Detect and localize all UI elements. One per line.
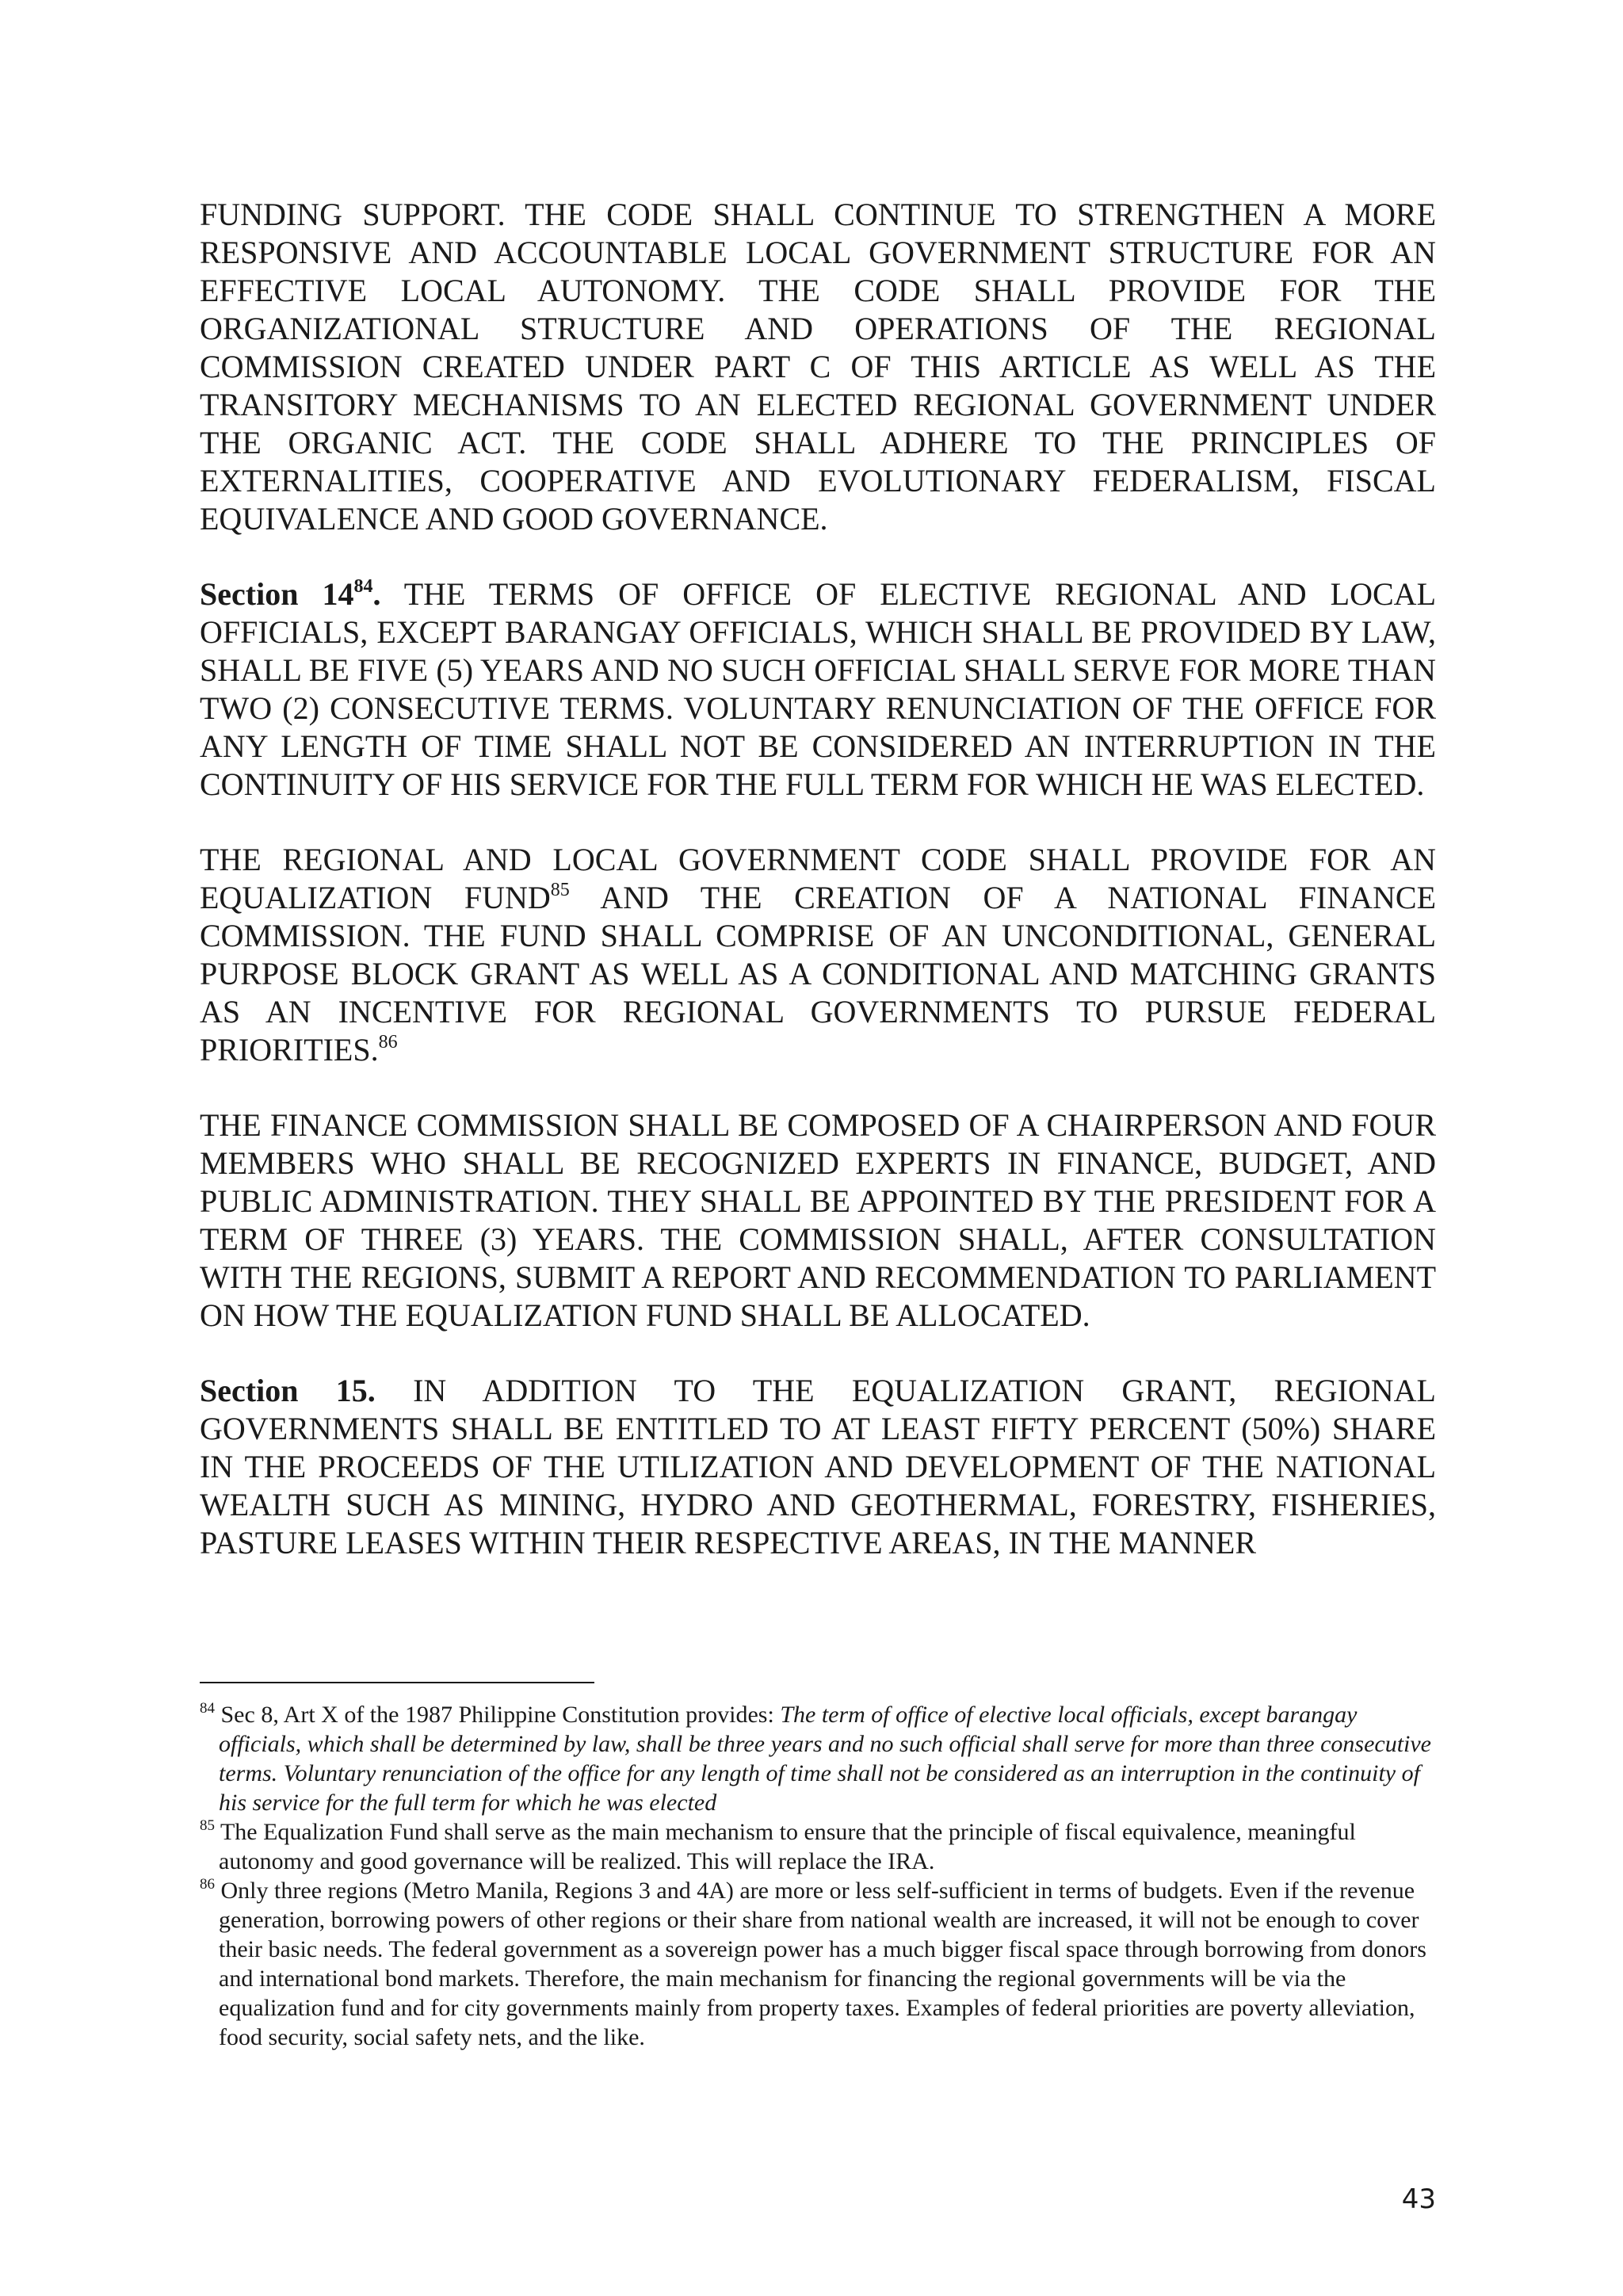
equalization-text-a: THE REGIONAL AND LOCAL GOVERNMENT CODE SHALL PROVIDE FOR AN EQUALIZATION FUND bbox=[200, 842, 1436, 915]
section-15-text: IN ADDITION TO THE EQUALIZATION GRANT, REGIONAL GOVERNMENTS SHALL BE ENTITLED TO AT LEAST FIFTY PERCENT (50%) SHARE IN THE PROCEEDS OF THE UTILIZATION AND DEVELOPMENT OF THE NATIONAL WEALTH SUCH AS MINING, HYDRO AND GEOTHERMAL, FORESTRY, FISHERIES, PASTURE LEASES WITHIN THEIR RESPECTIVE AREAS, IN THE MANNER bbox=[200, 1373, 1436, 1561]
paragraph-section-15 bbox=[200, 1372, 1436, 1562]
section-15-label: Section 15. bbox=[200, 1373, 376, 1408]
footnote-ref-85[interactable]: 85 bbox=[550, 880, 570, 900]
footnote-85 bbox=[200, 1817, 1436, 1876]
paragraph-funding-support: FUNDING SUPPORT. THE CODE SHALL CONTINUE TO STRENGTHEN A MORE RESPONSIVE AND ACCOUNTABLE LOCAL GOVERNMENT STRUCTURE FOR AN EFFECTIVE LOCAL AUTONOMY. THE CODE SHALL PROVIDE FOR THE ORGANIZATIONAL STRUCTURE AND OPERATIONS OF THE REGIONAL COMMISSION CREATED UNDER PART C OF THIS ARTICLE AS WELL AS THE TRANSITORY MECHANISMS TO AN ELECTED REGIONAL GOVERNMENT UNDER THE ORGANIC ACT. THE CODE SHALL ADHERE TO THE PRINCIPLES OF EXTERNALITIES, COOPERATIVE AND EVOLUTIONARY FEDERALISM, FISCAL EQUIVALENCE AND GOOD GOVERNANCE. bbox=[200, 197, 1436, 537]
paragraph-equalization-fund bbox=[200, 841, 1436, 1069]
footnote-ref-86[interactable]: 86 bbox=[378, 1032, 398, 1052]
footnote-86-number: 86 bbox=[200, 1876, 215, 1893]
page-number: 43 bbox=[1401, 2183, 1436, 2215]
footnote-divider bbox=[200, 1682, 594, 1683]
page-body bbox=[200, 196, 1436, 1562]
section-14-text: THE TERMS OF OFFICE OF ELECTIVE REGIONAL AND LOCAL OFFICIALS, EXCEPT BARANGAY OFFICIALS, WHICH SHALL BE PROVIDED BY LAW, SHALL BE FIVE (5) YEARS AND NO SUCH OFFICIAL SHALL SERVE FOR MORE THAN TWO (2) CONSECUTIVE TERMS. VOLUNTARY RENUNCIATION OF THE OFFICE FOR ANY LENGTH OF TIME SHALL NOT BE CONSIDERED AN INTERRUPTION IN THE CONTINUITY OF HIS SERVICE FOR THE FULL TERM FOR WHICH HE WAS ELECTED. bbox=[200, 576, 1436, 802]
footnote-86-text: Only three regions (Metro Manila, Regions 3 and 4A) are more or less self-sufficient in terms of budgets. Even if the revenue generation, borrowing powers of other regions or their share from national wealth are increased, it will not be enough to cover their basic needs. The federal government as a sovereign power has a much bigger fiscal space through borrowing from donors and international bond markets. Therefore, the main mechanism for financing the regional governments will be via the equalization fund and for city governments mainly from property taxes. Examples of federal priorities are poverty alleviation, food security, social safety nets, and the like. bbox=[215, 1878, 1426, 2050]
footnote-84-quote: The term of office of elective local officials, except barangay officials, which shall be determined by law, shall be three years and no such official shall serve for more than three consecutive terms. Voluntary renunciation of the office for any length of time shall not be considered as an interruption in the continuity of his service for the full term for which he was elected bbox=[219, 1702, 1431, 1816]
footnote-86 bbox=[200, 1876, 1436, 2052]
equalization-text-b: AND THE CREATION OF A NATIONAL FINANCE COMMISSION. THE FUND SHALL COMPRISE OF AN UNCONDITIONAL, GENERAL PURPOSE BLOCK GRANT AS WELL AS A CONDITIONAL AND MATCHING GRANTS AS AN INCENTIVE FOR REGIONAL GOVERNMENTS TO PURSUE FEDERAL PRIORITIES. bbox=[200, 880, 1437, 1068]
footnote-85-text: The Equalization Fund shall serve as the main mechanism to ensure that the principle of fiscal equivalence, meaningful autonomy and good governance will be realized. This will replace the IRA. bbox=[215, 1819, 1356, 1874]
section-14-title: Section 14 bbox=[200, 576, 354, 612]
footnotes bbox=[200, 1700, 1436, 2052]
paragraph-section-14 bbox=[200, 575, 1436, 804]
footnote-ref-84[interactable]: 84 bbox=[353, 576, 373, 597]
section-14-period: . bbox=[372, 576, 381, 612]
section-14-label bbox=[200, 576, 380, 612]
footnote-84-text: Sec 8, Art X of the 1987 Philippine Constitution provides: bbox=[215, 1702, 781, 1728]
footnote-85-number: 85 bbox=[200, 1817, 215, 1834]
footnote-84 bbox=[200, 1700, 1436, 1817]
paragraph-finance-commission: THE FINANCE COMMISSION SHALL BE COMPOSED OF A CHAIRPERSON AND FOUR MEMBERS WHO SHALL BE RECOGNIZED EXPERTS IN FINANCE, BUDGET, AND PUBLIC ADMINISTRATION. THEY SHALL BE APPOINTED BY THE PRESIDENT FOR A TERM OF THREE (3) YEARS. THE COMMISSION SHALL, AFTER CONSULTATION WITH THE REGIONS, SUBMIT A REPORT AND RECOMMENDATION TO PARLIAMENT ON HOW THE EQUALIZATION FUND SHALL BE ALLOCATED. bbox=[200, 1107, 1436, 1333]
footnote-84-number: 84 bbox=[200, 1700, 215, 1717]
